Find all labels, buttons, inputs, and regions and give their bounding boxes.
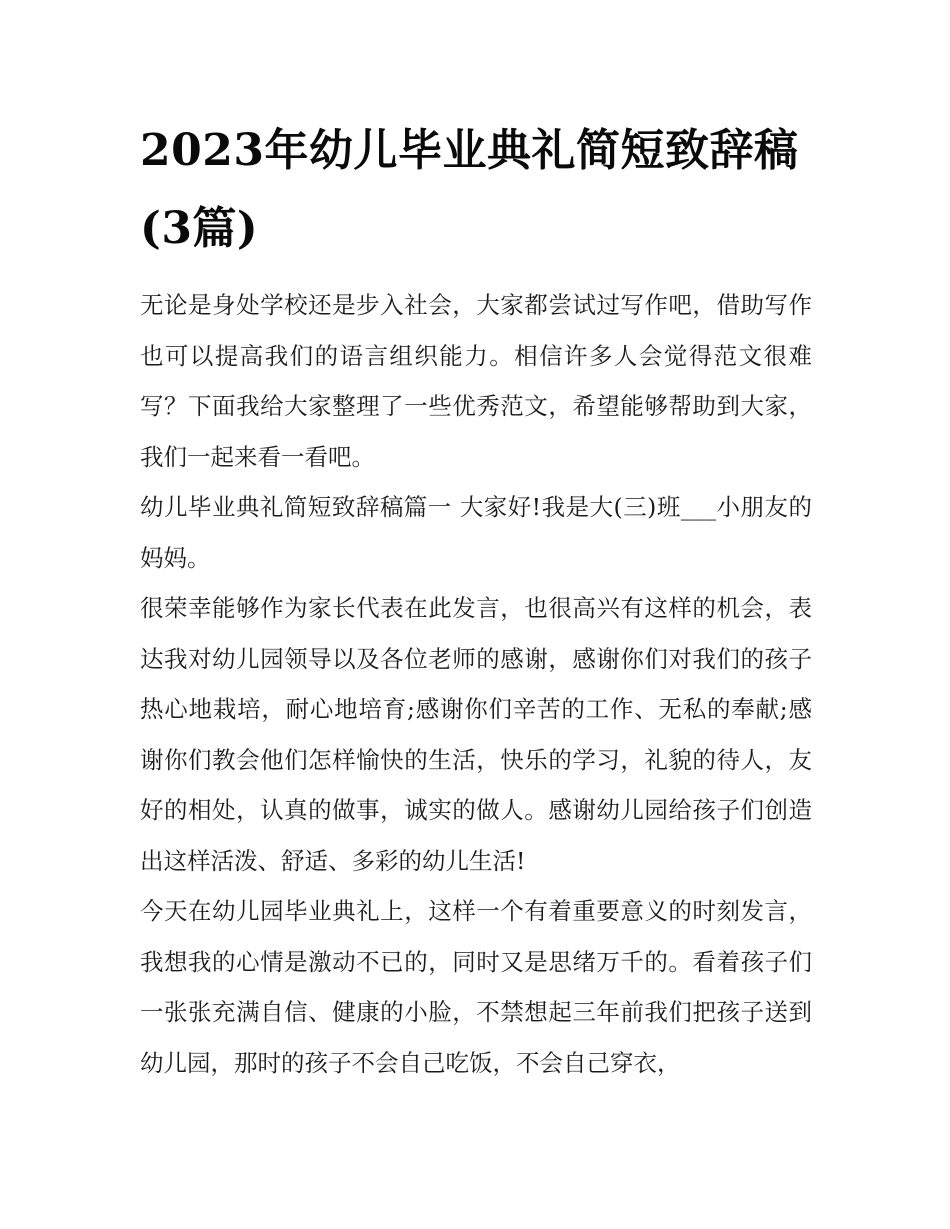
- paragraph-thanks: 很荣幸能够作为家长代表在此发言，也很高兴有这样的机会，表达我对幼儿园领导以及各位老师的感谢，感谢你们对我们的孩子热心地栽培，耐心地培育;感谢你们辛苦的工作、无私的奉献;感谢你们教会他们怎样愉快的生活，快乐的学习，礼貌的待人，友好的相处，认真的做事，诚实的做人。感谢幼儿园给孩子们创造出这样活泼、舒适、多彩的幼儿生活!: [140, 594, 812, 875]
- document-title: 2023年幼儿毕业典礼简短致辞稿(3篇): [140, 125, 799, 254]
- document-page: [140, 112, 812, 1088]
- paragraph-intro: 无论是身处学校还是步入社会，大家都尝试过写作吧，借助写作也可以提高我们的语言组织能力。相信许多人会觉得范文很难写？下面我给大家整理了一些优秀范文，希望能够帮助到大家，我们一起来看一看吧。: [140, 291, 812, 471]
- paragraph-section-one-opening: 幼儿毕业典礼简短致辞稿篇一 大家好!我是大(三)班___小朋友的妈妈。: [140, 493, 812, 572]
- paragraph-ceremony: 今天在幼儿园毕业典礼上，这样一个有着重要意义的时刻发言，我想我的心情是激动不已的，同时又是思绪万千的。看着孩子们一张张充满自信、健康的小脸，不禁想起三年前我们把孩子送到幼儿园，那时的孩子不会自己吃饭，不会自己穿衣，: [140, 897, 812, 1077]
